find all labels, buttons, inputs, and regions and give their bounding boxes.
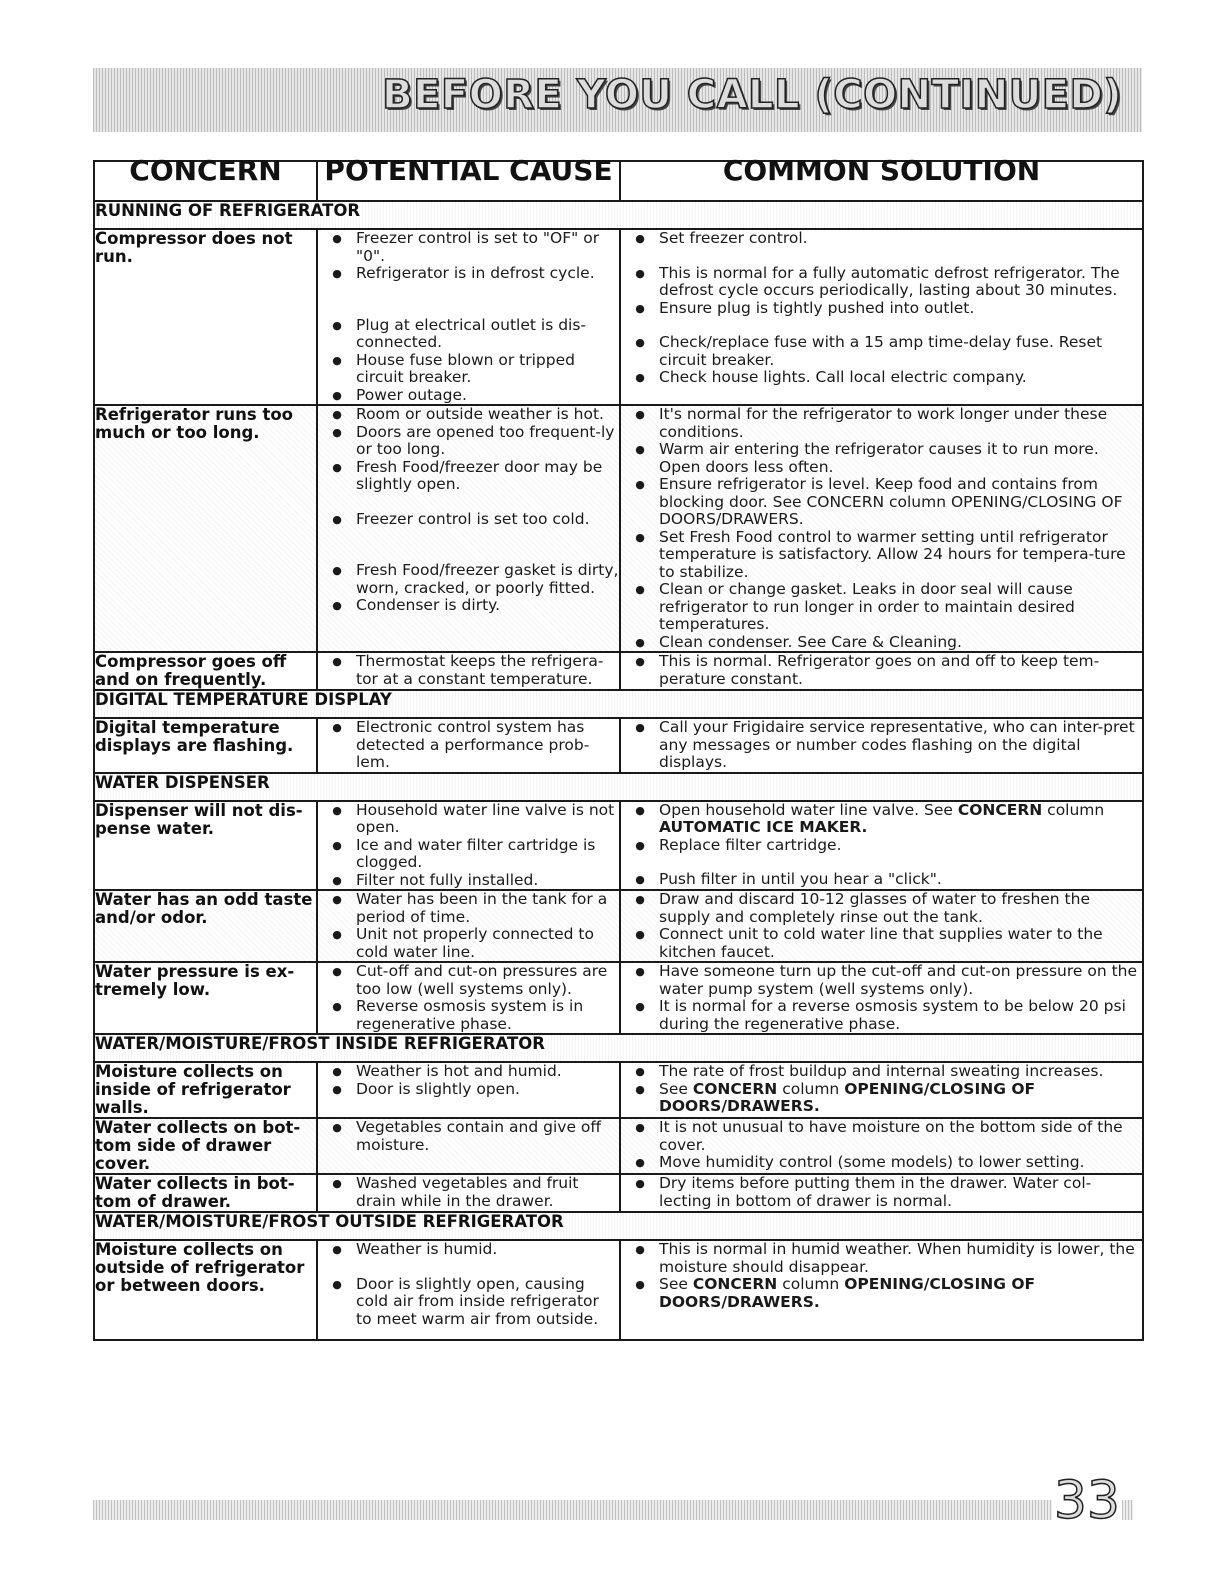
bullet-icon: ● bbox=[635, 371, 645, 384]
list-item: ● Move humidity control (some models) to lower setting. bbox=[621, 1154, 1142, 1172]
bullet-icon: ● bbox=[332, 1277, 342, 1291]
table-row bbox=[94, 962, 1143, 1034]
solution-cell bbox=[620, 718, 1143, 773]
list-item: ● Unit not properly connected to cold water line. bbox=[318, 926, 619, 961]
bullet-icon: ● bbox=[635, 583, 645, 596]
bullet-icon: ● bbox=[332, 267, 342, 280]
list-item: ● Plug at electrical outlet is dis-connected. bbox=[318, 317, 619, 352]
list-item: ● See CONCERN column OPENING/CLOSING OF DOORS/DRAWERS. bbox=[621, 1081, 1142, 1116]
cause-cell bbox=[317, 229, 620, 405]
list-item: ● This is normal for a fully automatic defrost refrigerator. The defrost cycle occurs periodically, lasting about 30 minutes. bbox=[621, 265, 1142, 300]
section-title: WATER/MOISTURE/FROST INSIDE REFRIGERATOR bbox=[94, 1034, 1143, 1062]
list-item: ● Check house lights. Call local electric company. bbox=[621, 369, 1142, 387]
list-item: ● Water has been in the tank for a period of time. bbox=[318, 891, 619, 926]
list-item: ● Weather is hot and humid. bbox=[318, 1063, 619, 1081]
list-item: ● Ensure refrigerator is level. Keep food and contains from blocking door. See CONCERN column OPENING/CLOSING OF DOORS/DRAWERS. bbox=[621, 476, 1142, 529]
bullet-icon: ● bbox=[635, 1121, 645, 1134]
list-item: ● See CONCERN column OPENING/CLOSING OF DOORS/DRAWERS. bbox=[621, 1276, 1142, 1311]
list-item: ● Electronic control system has detected a performance prob-lem. bbox=[318, 719, 619, 772]
list-item: ● Call your Frigidaire service representative, who can inter-pret any messages or number codes flashing on the digital displays. bbox=[621, 719, 1142, 772]
list-item: ● Thermostat keeps the refrigera-tor at a constant temperature. bbox=[318, 653, 619, 688]
cause-cell bbox=[317, 1062, 620, 1118]
bullet-icon: ● bbox=[332, 425, 342, 439]
list-item: ● Room or outside weather is hot. bbox=[318, 406, 619, 424]
section-title: RUNNING OF REFRIGERATOR bbox=[94, 201, 1143, 229]
column-header-concern: CONCERN bbox=[94, 161, 317, 201]
page-number: 33 bbox=[1053, 1471, 1120, 1531]
list-item: ● Fresh Food/freezer gasket is dirty, worn, cracked, or poorly fitted. bbox=[318, 562, 619, 597]
bullet-icon: ● bbox=[332, 318, 342, 332]
list-item: ● Push filter in until you hear a "click". bbox=[621, 871, 1142, 889]
concern-cell: Compressor does not run. bbox=[94, 229, 317, 405]
list-item: ● Clean or change gasket. Leaks in door seal will cause refrigerator to run longer in order to maintain desired temperatures. bbox=[621, 581, 1142, 634]
bullet-icon: ● bbox=[635, 893, 645, 906]
solution-cell bbox=[620, 890, 1143, 962]
bullet-icon: ● bbox=[635, 1065, 645, 1078]
bullet-icon: ● bbox=[332, 460, 342, 474]
bullet-icon: ● bbox=[635, 1177, 645, 1190]
cause-cell bbox=[317, 801, 620, 891]
list-item: ● Draw and discard 10-12 glasses of water to freshen the supply and completely rinse out the tank. bbox=[621, 891, 1142, 926]
list-item: ● This is normal. Refrigerator goes on and off to keep tem-perature constant. bbox=[621, 653, 1142, 688]
bullet-icon: ● bbox=[332, 512, 342, 526]
table-row bbox=[94, 801, 1143, 891]
concern-cell: Water collects on bot-tom side of drawer cover. bbox=[94, 1118, 317, 1174]
list-item: ● Dry items before putting them in the drawer. Water col-lecting in bottom of drawer is normal. bbox=[621, 1175, 1142, 1210]
concern-cell: Water pressure is ex-tremely low. bbox=[94, 962, 317, 1034]
bullet-icon: ● bbox=[332, 1243, 342, 1256]
list-item: ● Ice and water filter cartridge is clogged. bbox=[318, 837, 619, 872]
concern-cell: Dispenser will not dis-pense water. bbox=[94, 801, 317, 891]
section-row bbox=[94, 690, 1143, 718]
solution-cell bbox=[620, 1174, 1143, 1212]
list-item: ● Door is slightly open. bbox=[318, 1081, 619, 1099]
bullet-icon: ● bbox=[332, 353, 342, 367]
column-header-cause: POTENTIAL CAUSE bbox=[317, 161, 620, 201]
bullet-icon: ● bbox=[332, 928, 342, 941]
bullet-icon: ● bbox=[635, 232, 645, 245]
list-item: ● Refrigerator is in defrost cycle. bbox=[318, 265, 619, 283]
column-header-solution: COMMON SOLUTION bbox=[620, 161, 1143, 201]
bullet-icon: ● bbox=[332, 1121, 342, 1134]
table-row bbox=[94, 718, 1143, 773]
solution-cell bbox=[620, 1062, 1143, 1118]
list-item: ● Freezer control is set too cold. bbox=[318, 511, 619, 529]
list-item: ● Reverse osmosis system is in regenerative phase. bbox=[318, 998, 619, 1033]
bullet-icon: ● bbox=[332, 1000, 342, 1013]
table-row bbox=[94, 229, 1143, 405]
list-item: ● Power outage. bbox=[318, 387, 619, 405]
cause-cell bbox=[317, 652, 620, 690]
section-title: WATER/MOISTURE/FROST OUTSIDE REFRIGERATOR bbox=[94, 1212, 1143, 1240]
solution-cell bbox=[620, 405, 1143, 652]
list-item: ● Open household water line valve. See CONCERN column AUTOMATIC ICE MAKER. bbox=[621, 802, 1142, 837]
list-item: ● Cut-off and cut-on pressures are too low (well systems only). bbox=[318, 963, 619, 998]
table-row bbox=[94, 652, 1143, 690]
list-item: ● It's normal for the refrigerator to work longer under these conditions. bbox=[621, 406, 1142, 441]
list-item: ● House fuse blown or tripped circuit breaker. bbox=[318, 352, 619, 387]
list-item: ● Connect unit to cold water line that supplies water to the kitchen faucet. bbox=[621, 926, 1142, 961]
bullet-icon: ● bbox=[635, 530, 645, 544]
solution-cell bbox=[620, 801, 1143, 891]
page-title: BEFORE YOU CALL (CONTINUED) bbox=[382, 72, 1122, 118]
bullet-icon: ● bbox=[332, 721, 342, 734]
cause-cell bbox=[317, 405, 620, 652]
bullet-icon: ● bbox=[332, 388, 342, 402]
list-item: ● Washed vegetables and fruit drain while in the drawer. bbox=[318, 1175, 619, 1210]
section-row bbox=[94, 773, 1143, 801]
solution-cell bbox=[620, 1240, 1143, 1340]
bullet-icon: ● bbox=[635, 443, 645, 456]
bullet-icon: ● bbox=[635, 1000, 645, 1013]
bullet-icon: ● bbox=[332, 232, 342, 245]
bullet-icon: ● bbox=[332, 655, 342, 668]
troubleshooting-table bbox=[93, 154, 1144, 1341]
header-banner bbox=[93, 68, 1142, 132]
list-item: ● It is normal for a reverse osmosis system to be below 20 psi during the regenerative phase. bbox=[621, 998, 1142, 1033]
bullet-icon: ● bbox=[635, 1156, 645, 1169]
bullet-icon: ● bbox=[332, 893, 342, 906]
concern-cell: Water collects in bot-tom of drawer. bbox=[94, 1174, 317, 1212]
cause-cell bbox=[317, 962, 620, 1034]
bullet-icon: ● bbox=[635, 838, 645, 852]
bullet-icon: ● bbox=[635, 1243, 645, 1256]
bullet-icon: ● bbox=[332, 803, 342, 817]
bullet-icon: ● bbox=[635, 655, 645, 668]
concern-cell: Refrigerator runs too much or too long. bbox=[94, 405, 317, 652]
list-item: ● Set freezer control. bbox=[621, 230, 1142, 248]
concern-cell: Moisture collects on outside of refrigerator or between doors. bbox=[94, 1240, 317, 1340]
list-item: ● Door is slightly open, causing cold air from inside refrigerator to meet warm air from outside. bbox=[318, 1276, 619, 1329]
list-item: ● Filter not fully installed. bbox=[318, 872, 619, 890]
table-row bbox=[94, 1174, 1143, 1212]
cause-cell bbox=[317, 890, 620, 962]
section-title: DIGITAL TEMPERATURE DISPLAY bbox=[94, 690, 1143, 718]
bullet-icon: ● bbox=[332, 1065, 342, 1078]
section-row bbox=[94, 1034, 1143, 1062]
section-title: WATER DISPENSER bbox=[94, 773, 1143, 801]
cause-cell bbox=[317, 718, 620, 773]
list-item: ● Condenser is dirty. bbox=[318, 597, 619, 615]
solution-cell bbox=[620, 652, 1143, 690]
concern-cell: Compressor goes off and on frequently. bbox=[94, 652, 317, 690]
list-item: ● Replace filter cartridge. bbox=[621, 837, 1142, 855]
table-row bbox=[94, 890, 1143, 962]
footer-bar bbox=[93, 1500, 1133, 1520]
solution-cell bbox=[620, 1118, 1143, 1174]
bullet-icon: ● bbox=[635, 266, 645, 280]
list-item: ● Vegetables contain and give off moisture. bbox=[318, 1119, 619, 1154]
column-header-row bbox=[94, 161, 1143, 201]
table-row bbox=[94, 405, 1143, 652]
section-row bbox=[94, 201, 1143, 229]
concern-cell: Water has an odd taste and/or odor. bbox=[94, 890, 317, 962]
bullet-icon: ● bbox=[332, 1177, 342, 1190]
cause-cell bbox=[317, 1174, 620, 1212]
list-item: ● Freezer control is set to "OF" or "0". bbox=[318, 230, 619, 265]
cause-cell bbox=[317, 1118, 620, 1174]
concern-cell: Digital temperature displays are flashing. bbox=[94, 718, 317, 773]
bullet-icon: ● bbox=[635, 336, 645, 349]
list-item: ● Weather is humid. bbox=[318, 1241, 619, 1259]
bullet-icon: ● bbox=[635, 803, 645, 817]
table-row bbox=[94, 1118, 1143, 1174]
list-item: ● Set Fresh Food control to warmer setting until refrigerator temperature is satisfactory. Allow 24 hours for tempera-ture to stabilize. bbox=[621, 529, 1142, 582]
bullet-icon: ● bbox=[635, 721, 645, 734]
list-item: ● Doors are opened too frequent-ly or too long. bbox=[318, 424, 619, 459]
bullet-icon: ● bbox=[635, 1082, 645, 1096]
cause-cell bbox=[317, 1240, 620, 1340]
list-item: ● This is normal in humid weather. When humidity is lower, the moisture should disappear. bbox=[621, 1241, 1142, 1276]
table-row bbox=[94, 1240, 1143, 1340]
bullet-icon: ● bbox=[635, 635, 645, 649]
concern-cell: Moisture collects on inside of refrigerator walls. bbox=[94, 1062, 317, 1118]
list-item: ● Check/replace fuse with a 15 amp time-delay fuse. Reset circuit breaker. bbox=[621, 334, 1142, 369]
list-item: ● Household water line valve is not open. bbox=[318, 802, 619, 837]
solution-cell bbox=[620, 229, 1143, 405]
bullet-icon: ● bbox=[635, 301, 645, 315]
bullet-icon: ● bbox=[332, 1082, 342, 1096]
list-item: ● Clean condenser. See Care & Cleaning. bbox=[621, 634, 1142, 652]
list-item: ● Ensure plug is tightly pushed into outlet. bbox=[621, 300, 1142, 318]
bullet-icon: ● bbox=[635, 478, 645, 491]
table-row bbox=[94, 1062, 1143, 1118]
list-item: ● Have someone turn up the cut-off and cut-on pressure on the water pump system (well systems only). bbox=[621, 963, 1142, 998]
bullet-icon: ● bbox=[635, 408, 645, 421]
bullet-icon: ● bbox=[332, 873, 342, 887]
list-item: ● Fresh Food/freezer door may be slightly open. bbox=[318, 459, 619, 494]
bullet-icon: ● bbox=[635, 928, 645, 941]
bullet-icon: ● bbox=[332, 564, 342, 577]
section-row bbox=[94, 1212, 1143, 1240]
bullet-icon: ● bbox=[332, 408, 342, 421]
bullet-icon: ● bbox=[635, 1278, 645, 1291]
list-item: ● The rate of frost buildup and internal sweating increases. bbox=[621, 1063, 1142, 1081]
bullet-icon: ● bbox=[635, 873, 645, 886]
list-item: ● It is not unusual to have moisture on the bottom side of the cover. bbox=[621, 1119, 1142, 1154]
bullet-icon: ● bbox=[332, 838, 342, 852]
bullet-icon: ● bbox=[635, 965, 645, 978]
list-item: ● Warm air entering the refrigerator causes it to run more. Open doors less often. bbox=[621, 441, 1142, 476]
bullet-icon: ● bbox=[332, 965, 342, 978]
solution-cell bbox=[620, 962, 1143, 1034]
bullet-icon: ● bbox=[332, 599, 342, 612]
